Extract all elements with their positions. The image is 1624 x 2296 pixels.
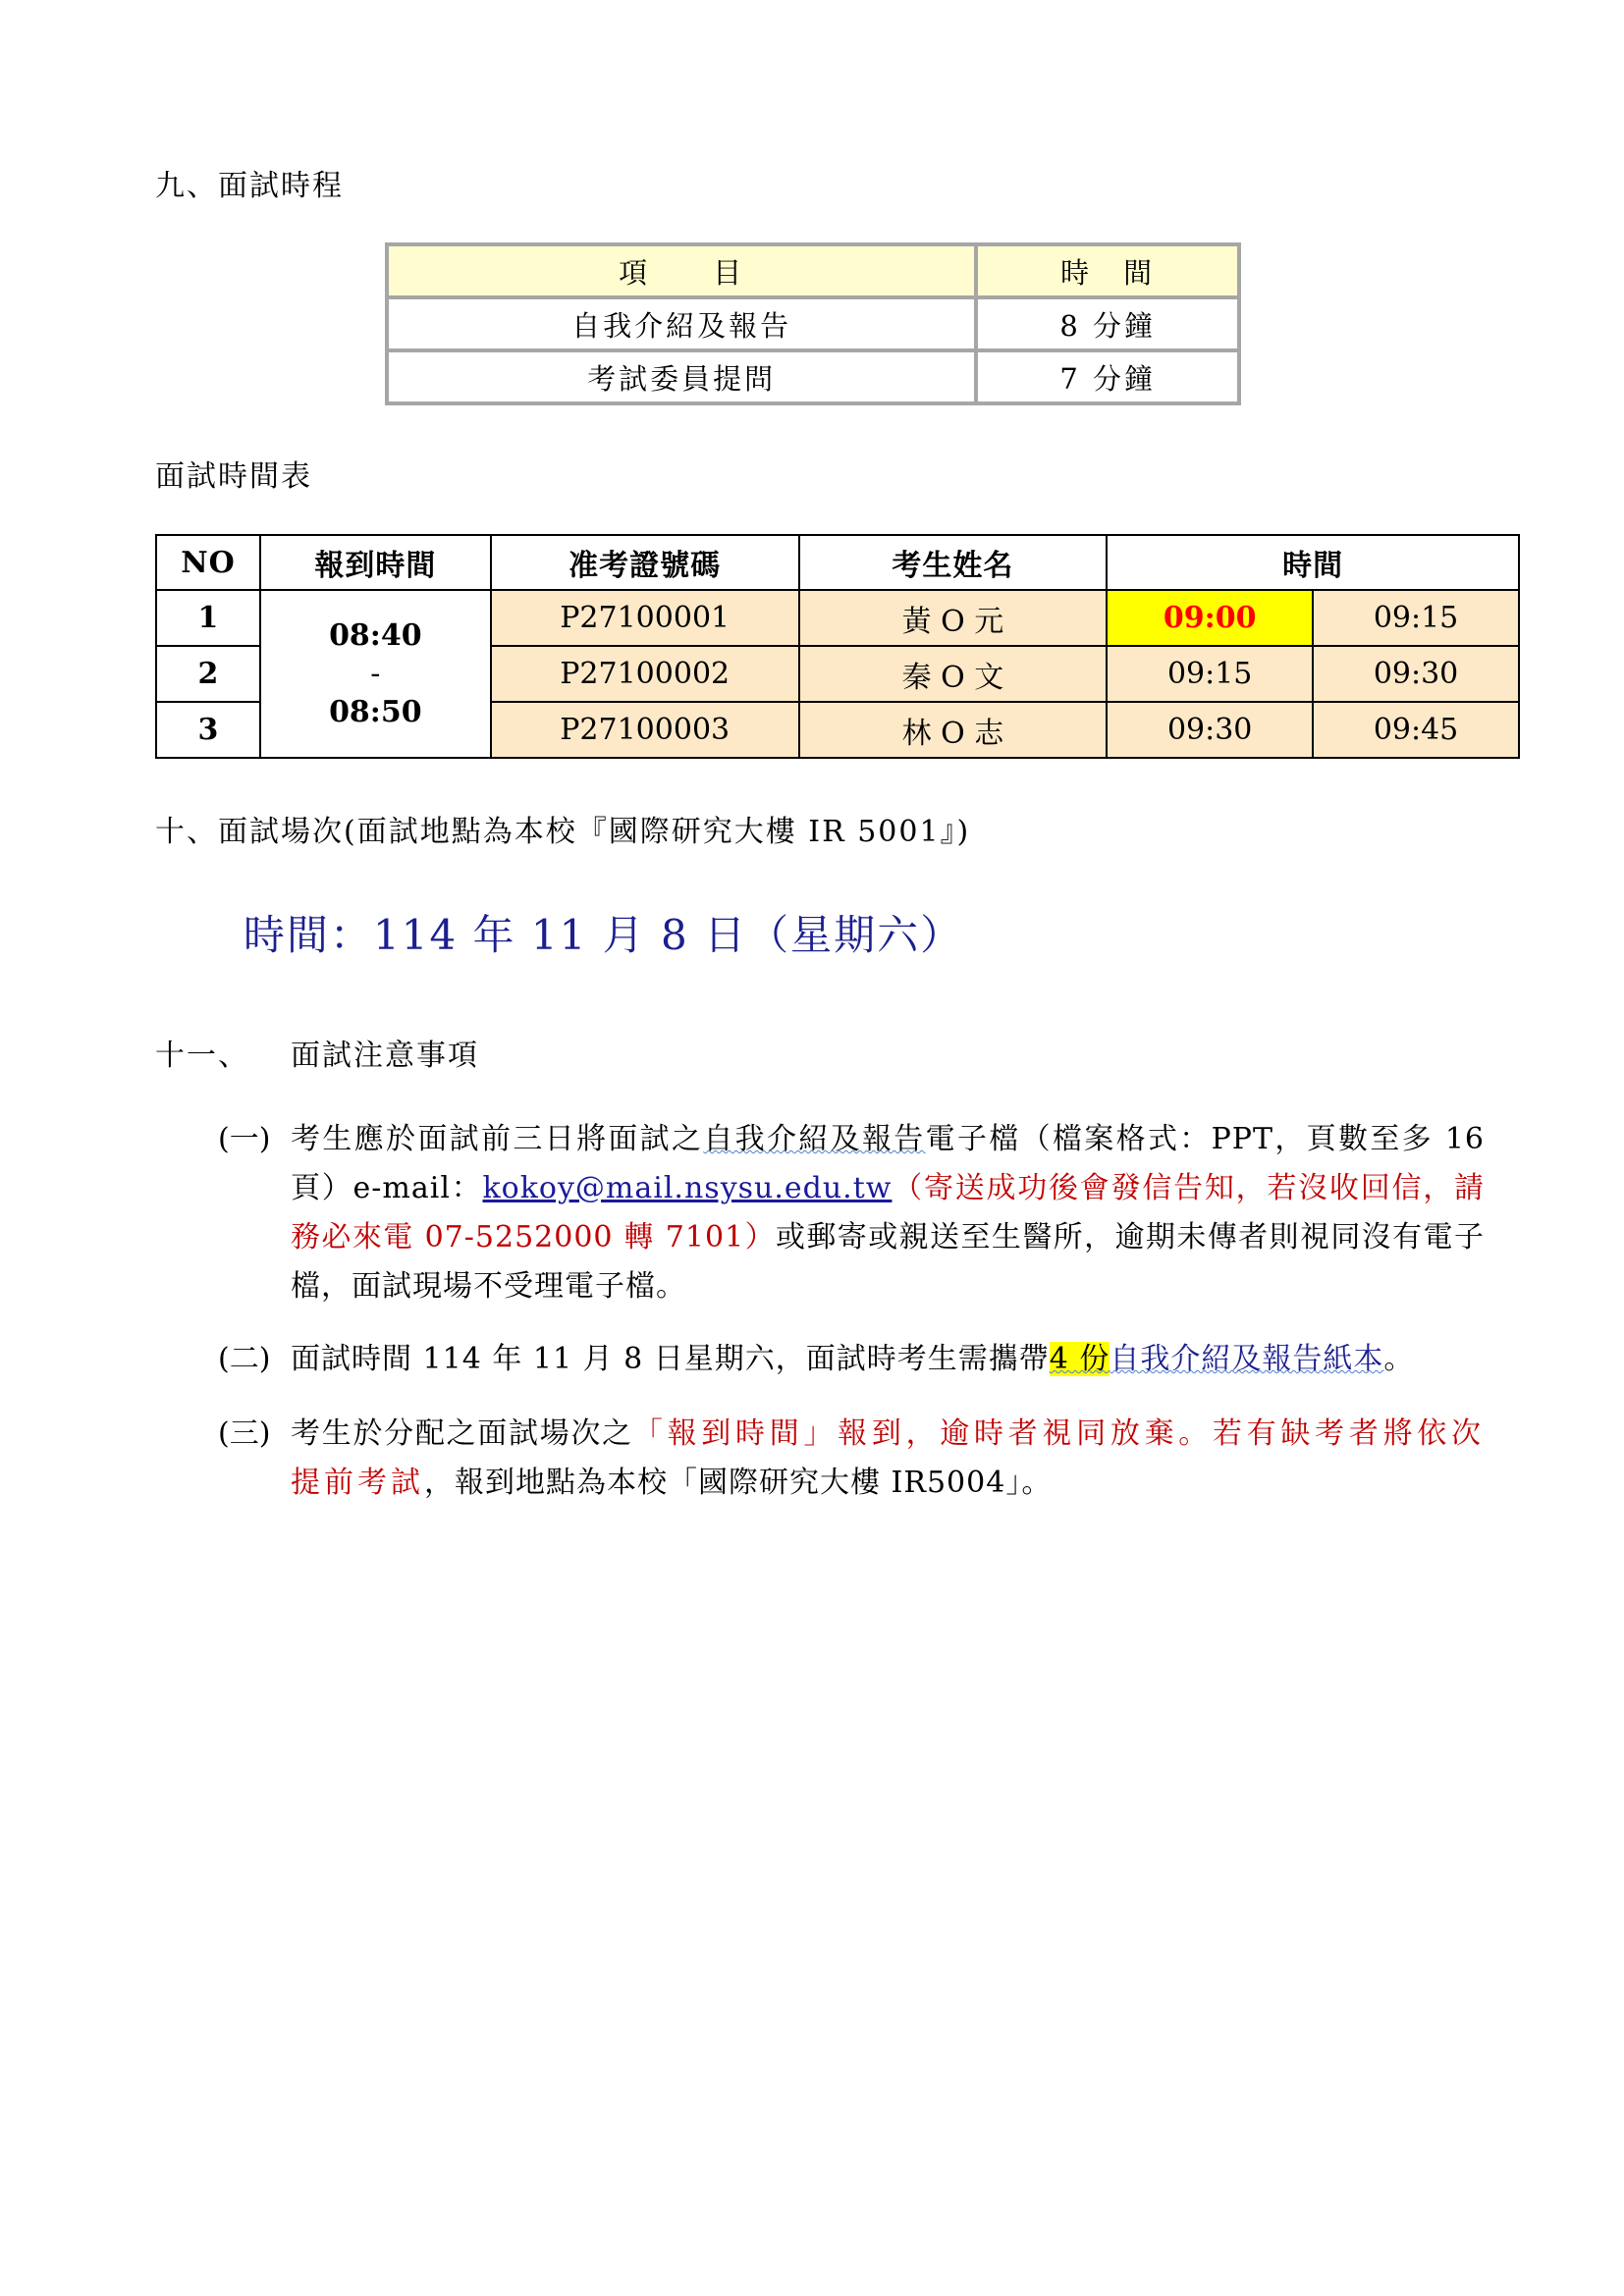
note-text: ，報到地點為本校「國際研究大樓 IR5004」。 xyxy=(424,1466,1053,1500)
end-time: 09:45 xyxy=(1313,702,1519,758)
note-text: 電子檔（檔案格式：PPT，頁數至多 16 頁）e-mail： xyxy=(291,1122,1486,1205)
note-warning: 「報到時間」報到，逾時者視同放棄。若有缺考者將依次提前考試 xyxy=(291,1416,1486,1500)
section-11-title: 面試注意事項 xyxy=(291,1039,479,1073)
item-cell: 自我介紹及報告 xyxy=(387,297,976,350)
time-cell: 8 分鐘 xyxy=(976,297,1239,350)
note-text: 考生於分配之面試場次之 xyxy=(291,1416,633,1451)
note-text: 或郵寄或親送至生醫所，逾期未傳者則視同沒有電子檔，面試現場不受理電子檔。 xyxy=(291,1220,1486,1304)
header-checkin: 報到時間 xyxy=(260,535,491,590)
interview-schedule-table xyxy=(155,534,1520,759)
note-body xyxy=(291,1410,1485,1508)
table-row xyxy=(156,590,1519,646)
note-1 xyxy=(218,1115,1485,1311)
note-warning: （寄送成功後會發信告知，若沒收回信，請務必來電 07-5252000 轉 7101） xyxy=(291,1171,1485,1255)
header-time: 時 間 xyxy=(976,244,1239,297)
note-emphasis: 自我介紹及報告 xyxy=(703,1122,926,1156)
copies-highlight: 4 份 xyxy=(1049,1342,1110,1376)
note-label: (二) xyxy=(218,1342,271,1376)
note-3 xyxy=(218,1410,1485,1508)
header-time: 時間 xyxy=(1107,535,1519,590)
row-no: 3 xyxy=(156,702,260,758)
checkin-start: 08:40 xyxy=(329,618,422,653)
note-text: 面試時間 114 年 11 月 8 日星期六，面試時考生需攜帶 xyxy=(291,1342,1050,1376)
section-10-title: 十、面試場次(面試地點為本校『國際研究大樓 IR 5001』) xyxy=(155,815,971,849)
email-link[interactable]: kokoy@mail.nsysu.edu.tw xyxy=(482,1171,893,1205)
candidate-name: 秦 O 文 xyxy=(799,646,1108,702)
end-time: 09:30 xyxy=(1313,646,1519,702)
note-label: (一) xyxy=(218,1122,271,1156)
schedule-header-row xyxy=(156,535,1519,590)
interview-date: 時間：114 年 11 月 8 日（星期六） xyxy=(244,911,964,959)
note-body xyxy=(291,1335,1485,1384)
header-name: 考生姓名 xyxy=(799,535,1108,590)
table-row xyxy=(387,297,1239,350)
note-text: 考生應於面試前三日將面試之 xyxy=(291,1122,704,1156)
interview-timing-table xyxy=(385,242,1241,405)
note-emphasis: 自我介紹及報告紙本 xyxy=(1110,1342,1384,1376)
note-label: (三) xyxy=(218,1416,271,1451)
section-9-title: 九、面試時程 xyxy=(155,169,344,203)
note-body xyxy=(291,1115,1485,1311)
section-11-number: 十一、 xyxy=(155,1039,249,1073)
row-no: 1 xyxy=(156,590,260,646)
checkin-separator: - xyxy=(370,657,381,691)
start-time: 09:00 xyxy=(1107,590,1313,646)
header-item: 項 目 xyxy=(387,244,976,297)
exam-id: P27100002 xyxy=(491,646,799,702)
header-no: NO xyxy=(156,535,260,590)
start-time: 09:15 xyxy=(1107,646,1313,702)
end-time: 09:15 xyxy=(1313,590,1519,646)
header-exam-id: 准考證號碼 xyxy=(491,535,799,590)
checkin-time-cell xyxy=(260,590,491,758)
table-header-row xyxy=(387,244,1239,297)
note-text: 。 xyxy=(1383,1342,1415,1376)
exam-id: P27100001 xyxy=(491,590,799,646)
item-cell: 考試委員提問 xyxy=(387,350,976,403)
candidate-name: 林 O 志 xyxy=(799,702,1108,758)
candidate-name: 黃 O 元 xyxy=(799,590,1108,646)
start-time: 09:30 xyxy=(1107,702,1313,758)
schedule-title: 面試時間表 xyxy=(155,459,312,494)
exam-id: P27100003 xyxy=(491,702,799,758)
checkin-end: 08:50 xyxy=(329,695,422,729)
time-cell: 7 分鐘 xyxy=(976,350,1239,403)
row-no: 2 xyxy=(156,646,260,702)
table-row xyxy=(387,350,1239,403)
note-2 xyxy=(218,1335,1485,1384)
